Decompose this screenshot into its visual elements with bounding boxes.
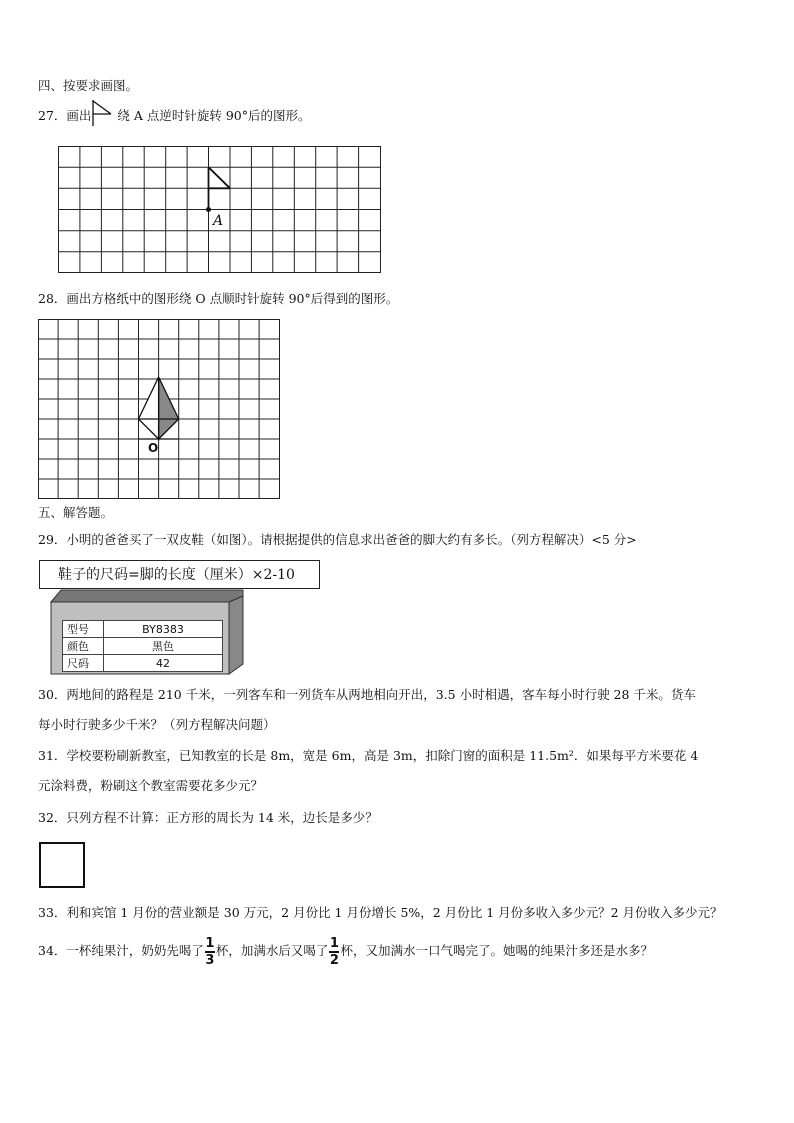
square-figure bbox=[39, 842, 85, 888]
shoe-size-formula: 鞋子的尺码=脚的长度（厘米）×2-10 bbox=[39, 560, 320, 589]
question-32: 32．只列方程不计算：正方形的周长为 14 米，边长是多少？ bbox=[38, 810, 378, 825]
table-row bbox=[63, 638, 223, 655]
shoe-info-table bbox=[62, 620, 223, 672]
fraction-one-half bbox=[329, 937, 339, 967]
question-30-line-2: 每小时行驶多少千米？（列方程解决问题） bbox=[38, 717, 276, 732]
grid-28[interactable] bbox=[38, 319, 282, 501]
question-27-pre: 27．画出 bbox=[38, 108, 92, 123]
table-value: 42 bbox=[104, 655, 223, 672]
section-4-title: 四、按要求画图。 bbox=[38, 78, 139, 93]
point-o-label: O bbox=[148, 441, 159, 455]
point-a-label: A bbox=[213, 213, 224, 229]
question-27 bbox=[38, 106, 311, 127]
flag-figure-icon bbox=[91, 99, 117, 127]
fraction-denominator: 2 bbox=[329, 952, 339, 968]
question-30-line-1: 30．两地间的路程是 210 千米，一列客车和一列货车从两地相向开出，3.5 小时相遇，客车每小时行驶 28 千米。货车 bbox=[38, 687, 696, 702]
question-27-post: 绕 A 点逆时针旋转 90°后的图形。 bbox=[117, 108, 311, 123]
question-33: 33．利和宾馆 1 月份的营业额是 30 万元，2 月份比 1 月份增长 5%，2 月份比 1 月份多收入多少元？2 月份收入多少元？ bbox=[38, 905, 723, 920]
table-row bbox=[63, 621, 223, 638]
table-key: 型号 bbox=[63, 621, 104, 638]
kite-shape-28 bbox=[139, 377, 179, 439]
question-31-line-1: 31．学校要粉刷新教室，已知教室的长是 8m，宽是 6m，高是 3m，扣除门窗的面积是 11.5m²．如果每平方米要花 4 bbox=[38, 748, 699, 763]
point-a-dot bbox=[206, 207, 211, 212]
table-value: BY8383 bbox=[104, 621, 223, 638]
question-31-line-2: 元涂料费，粉刷这个教室需要花多少元？ bbox=[38, 778, 264, 793]
fraction-denominator: 3 bbox=[205, 952, 215, 968]
section-5-title: 五、解答题。 bbox=[38, 505, 114, 520]
fraction-numerator: 1 bbox=[329, 935, 339, 951]
fraction-numerator: 1 bbox=[205, 935, 215, 951]
fraction-one-third bbox=[205, 937, 215, 967]
flag-shape-27 bbox=[209, 167, 231, 209]
table-row bbox=[63, 655, 223, 672]
question-34 bbox=[38, 936, 653, 967]
question-28: 28．画出方格纸中的图形绕 O 点顺时针旋转 90°后得到的图形。 bbox=[38, 291, 399, 306]
question-34-pre: 34．一杯纯果汁，奶奶先喝了 bbox=[38, 943, 204, 958]
grid-27[interactable] bbox=[58, 146, 382, 274]
table-key: 尺码 bbox=[63, 655, 104, 672]
table-value: 黑色 bbox=[104, 638, 223, 655]
question-34-mid: 杯，加满水后又喝了 bbox=[215, 943, 329, 958]
table-key: 颜色 bbox=[63, 638, 104, 655]
question-29: 29．小明的爸爸买了一双皮鞋（如图）。请根据提供的信息求出爸爸的脚大约有多长。（列方程解决）<5 分> bbox=[38, 532, 637, 547]
question-34-post: 杯，又加满水一口气喝完了。她喝的纯果汁多还是水多？ bbox=[340, 943, 653, 958]
